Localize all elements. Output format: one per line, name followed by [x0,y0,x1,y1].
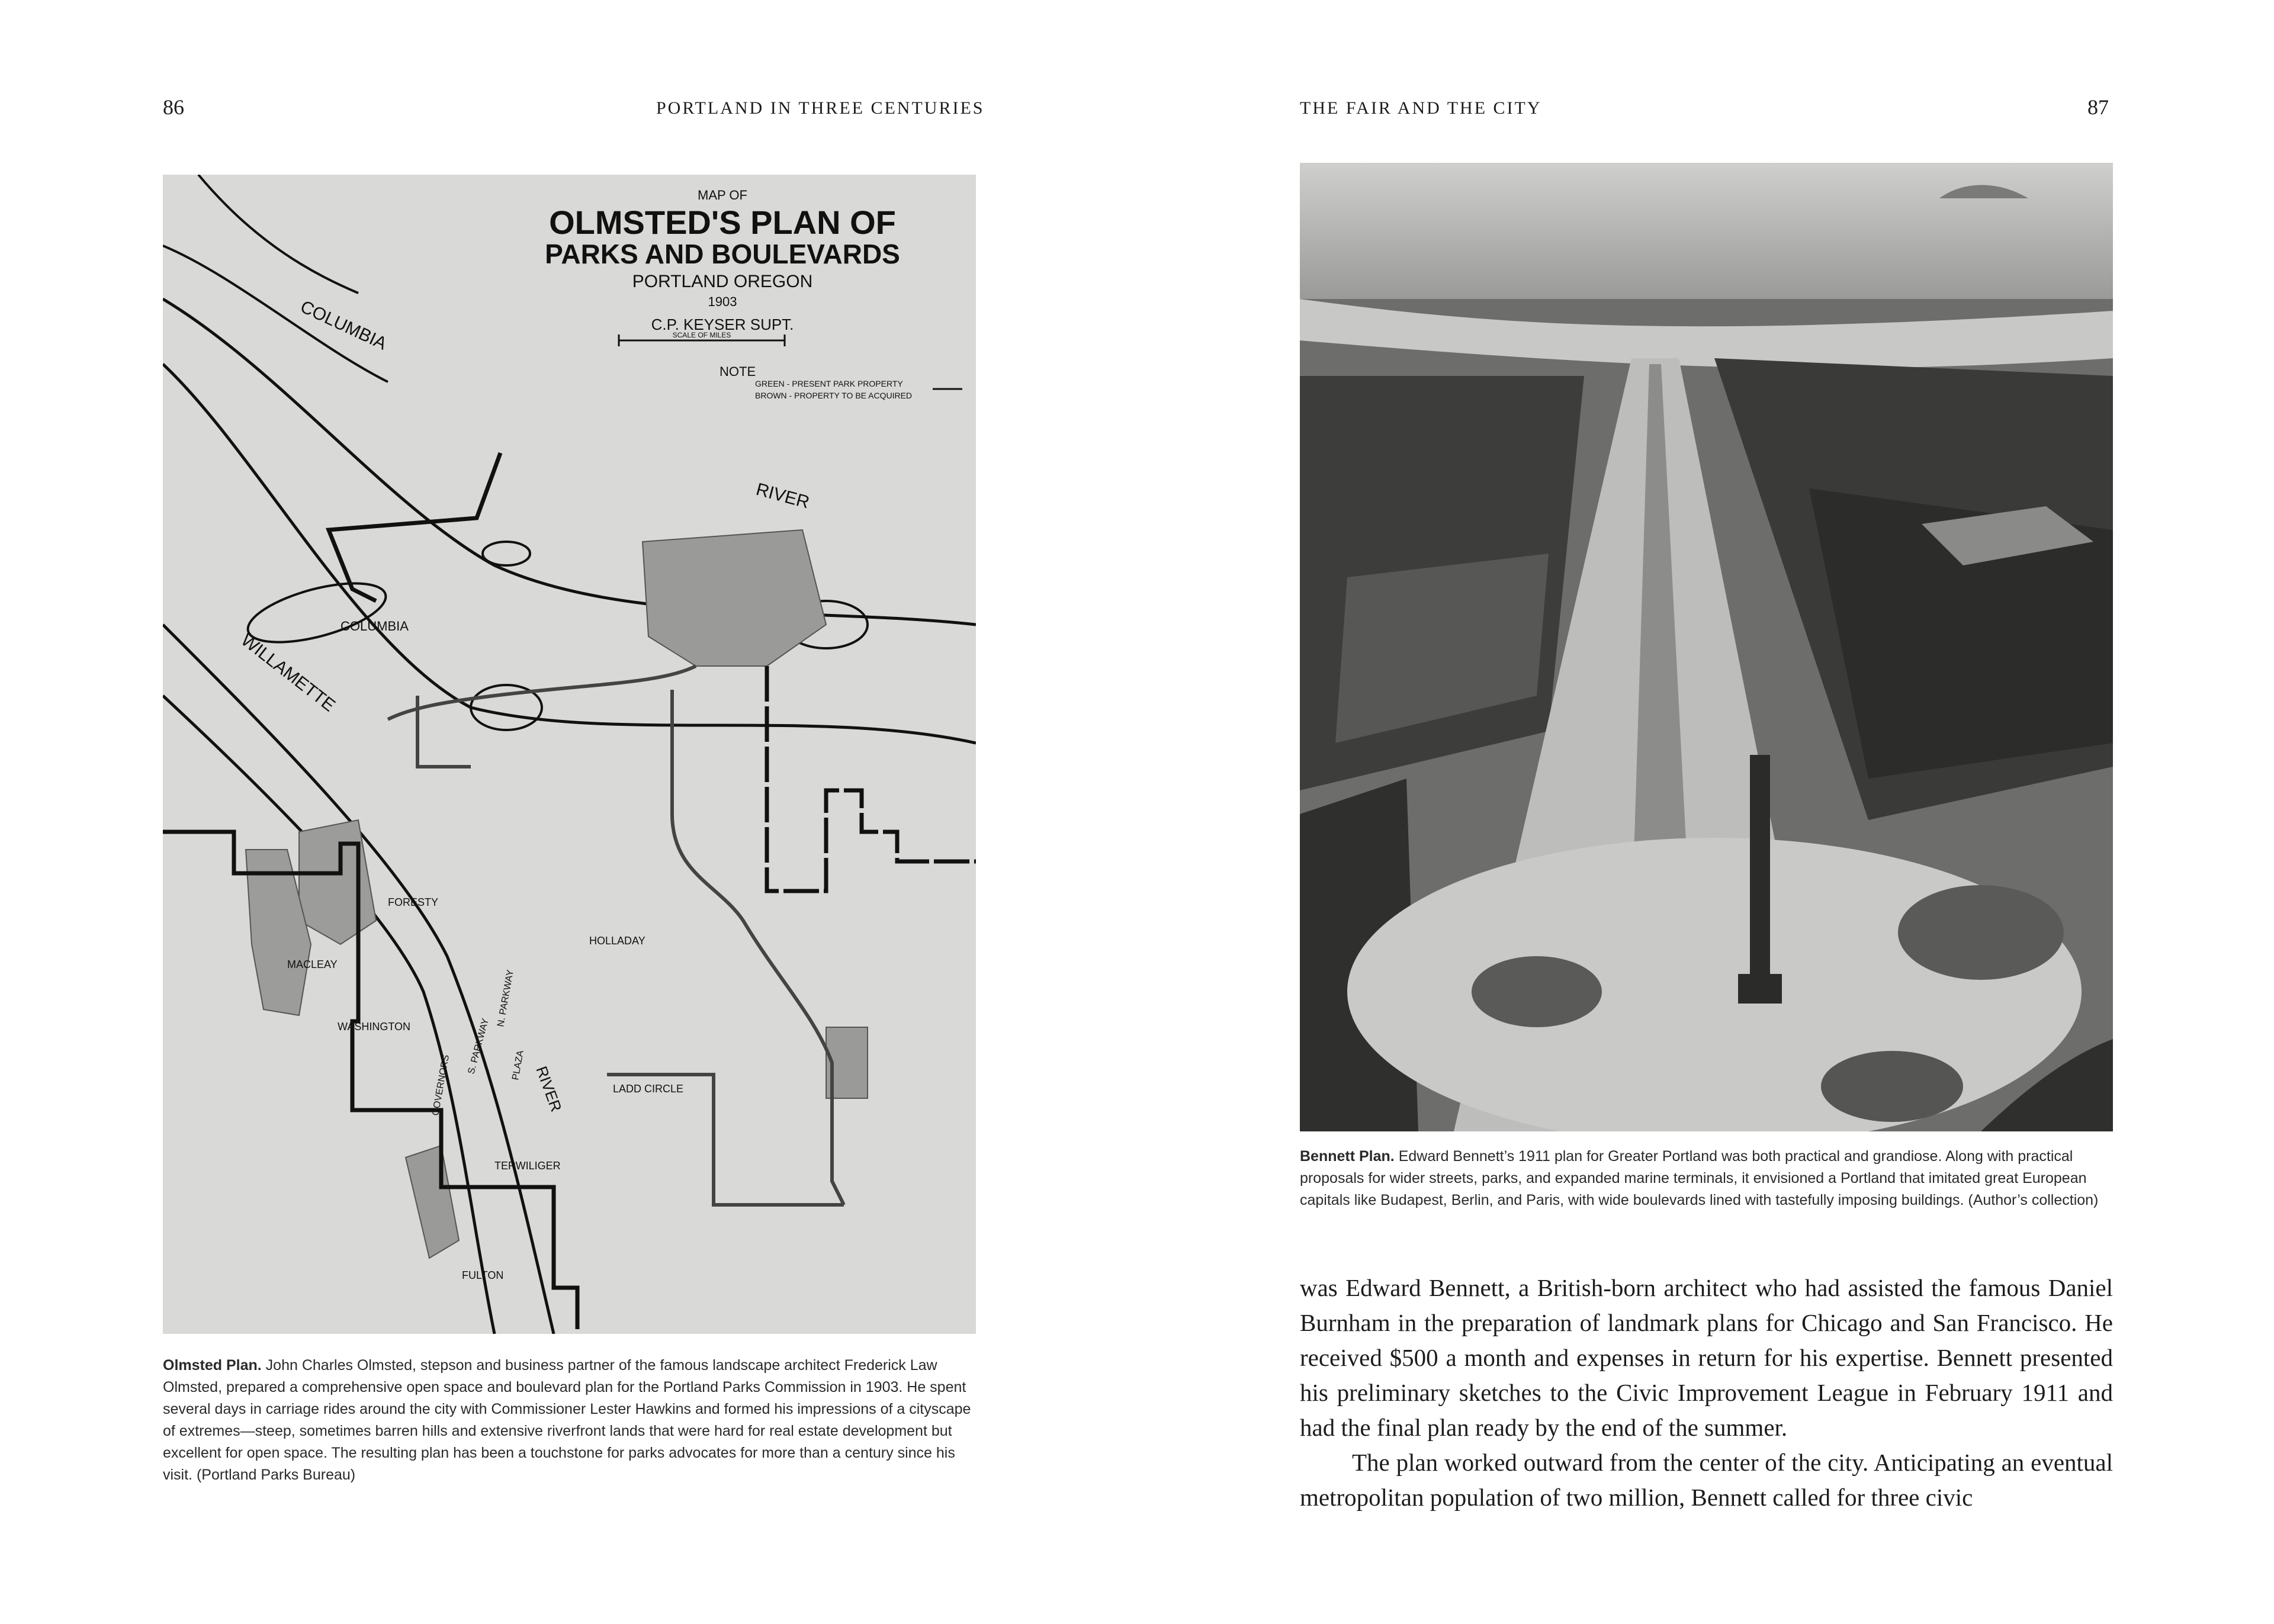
label-columbia: COLUMBIA [341,619,409,633]
label-river: RIVER [532,1063,566,1114]
note-label: NOTE [720,364,756,379]
bennett-caption-title: Bennett Plan. [1300,1148,1395,1165]
label-plaza: PLAZA [510,1049,526,1081]
olmsted-caption-text: John Charles Olmsted, stepson and business partner of the famous landscape architect Frederick Law Olmsted, prepared a comprehensive open space and boulevard plan for the Portland Parks Commission in 1903. He spent several days in carriage rides around the city with Commissioner Lester Hawkins and formed his impressions of a cityscape of extremes—steep, sometimes barren hills and extensive riverfront lands that were hard for real estate development but excellent for open space. The resulting plan has been a touchstone for parks advocates for more than a century since his visit. (Portland Parks Bureau) [163,1357,971,1483]
label-n-parkway: N. PARKWAY [496,969,516,1028]
bennett-caption-text: Edward Bennett’s 1911 plan for Greater Portland was both practical and grandiose. Along with practical proposals for wider streets, parks, and expanded marine terminals, it envisioned a Portland that imitated great European capitals like Budapest, Berlin, and Paris, with wide boulevards lined with tastefully imposing buildings. (Author’s collection) [1300,1148,2099,1208]
map-title-top: MAP OF [698,188,747,202]
scale-label: SCALE OF MILES [672,331,731,339]
right-page [1137,0,2274,1624]
label-holladay: HOLLADAY [589,935,645,947]
bennett-plan-illustration [1300,163,2113,1131]
bennett-caption [1300,1146,2113,1211]
page-number-left: 86 [163,95,184,119]
running-head-left: PORTLAND IN THREE CENTURIES [656,98,985,118]
body-paragraph-2: The plan worked outward from the center of the city. Anticipating an eventual metropolitan population of two million, Bennett called for three civic [1300,1449,2113,1511]
olmsted-map-figure [163,175,976,1334]
label-willamette: WILLAMETTE [237,630,339,716]
body-text [1300,1271,2113,1515]
note-line1: GREEN - PRESENT PARK PROPERTY [755,379,903,388]
map-title-main2: PARKS AND BOULEVARDS [545,239,900,269]
label-s-parkway: S. PARKWAY [466,1017,491,1076]
map-subtitle: PORTLAND OREGON [632,272,813,291]
plaza [1347,838,2082,1131]
label-washington: WASHINGTON [338,1021,411,1033]
running-head-right: THE FAIR AND THE CITY [1300,98,1542,118]
label-ladd-circle: LADD CIRCLE [613,1083,684,1095]
label-fulton: FULTON [462,1269,504,1281]
label-macleay: MACLEAY [287,959,338,970]
label-columbia-river-1: COLUMBIA [297,297,390,354]
olmsted-caption [163,1355,976,1486]
note-line2: BROWN - PROPERTY TO BE ACQUIRED [755,391,913,400]
map-year: 1903 [708,294,737,309]
label-columbia-river-2: RIVER [754,479,812,513]
label-foresty: FORESTY [388,896,439,908]
page-number-right: 87 [2087,95,2109,119]
label-terwilliger: TERWILIGER [494,1160,561,1172]
label-governors: GOVERNORS [431,1054,452,1117]
map-title-main1: OLMSTED'S PLAN OF [549,204,896,241]
olmsted-caption-title: Olmsted Plan. [163,1357,262,1374]
body-paragraph-1: was Edward Bennett, a British-born architect who had assisted the famous Daniel Burnham in the preparation of landmark plans for Chicago and San Francisco. He received $500 a month and expenses in return for his expertise. Bennett presented his preliminary sketches to the Civic Improvement League in February 1911 and had the final plan ready by the end of the summer. [1300,1274,2113,1441]
olmsted-map [163,175,976,1334]
map-supt: C.P. KEYSER SUPT. [651,316,794,333]
monument-column [1750,755,1770,980]
bennett-plan-figure [1300,163,2113,1131]
